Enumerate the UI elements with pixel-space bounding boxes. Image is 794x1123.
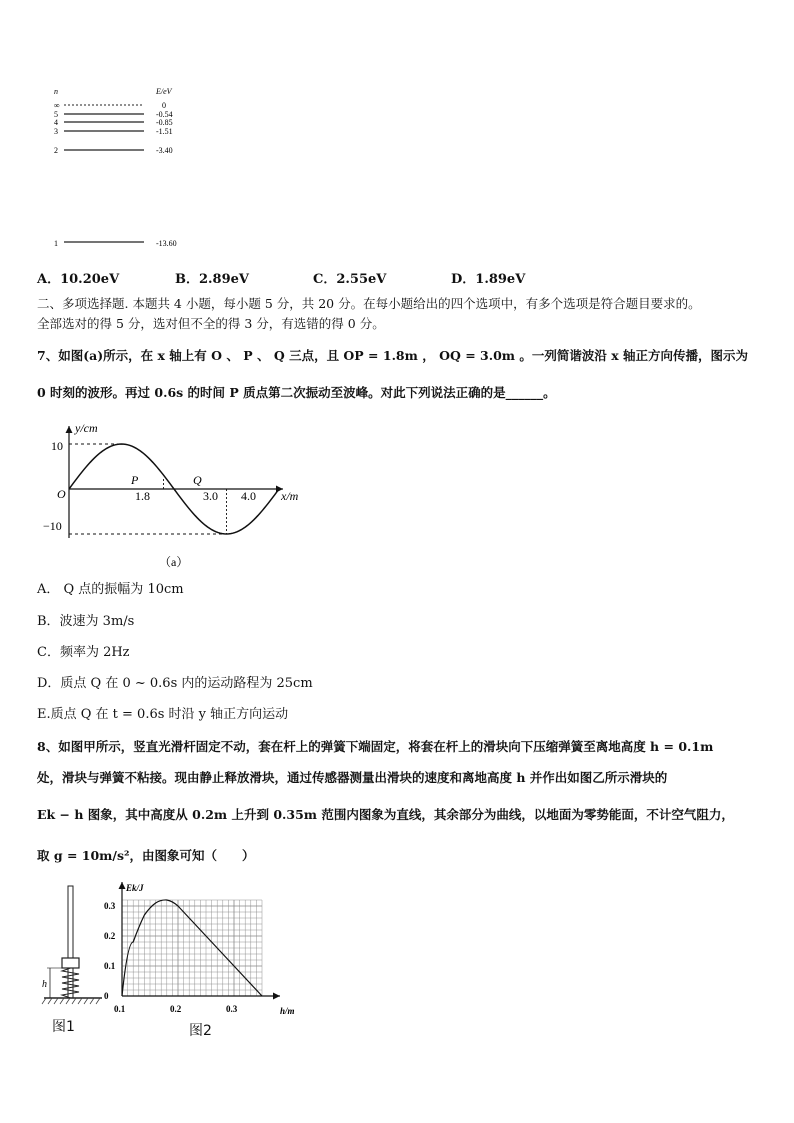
slider-block — [62, 958, 79, 968]
ek-y-tick-label: 0.3 — [104, 901, 116, 911]
svg-text:-0.85: -0.85 — [156, 118, 173, 127]
wave-x-axis-label: x/m — [281, 489, 299, 503]
svg-text:-0.54: -0.54 — [156, 110, 173, 119]
svg-text:4: 4 — [54, 118, 58, 127]
wave-point-label-q: Q — [193, 473, 202, 487]
ek-x-tick-label: 0.2 — [170, 1004, 182, 1014]
q7-stem-line1: 7、如图(a)所示，在 x 轴上有 O 、 P 、 Q 三点，且 OP = 1.8m ， OQ = 3.0m 。一列简谐波沿 x 轴正方向传播，图示为 — [37, 348, 749, 363]
svg-text:0: 0 — [162, 101, 166, 110]
q6-option-d: D．1.89eV — [451, 272, 526, 287]
svg-text:∞: ∞ — [54, 101, 60, 110]
energy-level-5 — [54, 110, 173, 119]
q8-stem-line4: 取 g = 10m/s²，由图象可知（ ） — [37, 848, 255, 863]
q7-wave-figure — [35, 418, 320, 573]
svg-text:-1.51: -1.51 — [156, 127, 173, 136]
q7-option-a: A． Q 点的振幅为 10cm — [37, 582, 184, 597]
energy-level-4 — [54, 118, 173, 127]
section2-instruction-line2: 全部选对的得 5 分，选对但不全的得 3 分，有选错的得 0 分。 — [37, 316, 385, 331]
wave-figure-caption: （a） — [159, 555, 189, 569]
q8-stem-line2: 处，滑块与弹簧不粘接。现由静止释放滑块，通过传感器测量出滑块的速度和离地高度 h 并作出如图乙所示滑块的 — [37, 770, 668, 785]
ek-x-tick-label: 0.3 — [226, 1004, 238, 1014]
wave-x-tick-3.0: 3.0 — [203, 489, 218, 503]
svg-text:1: 1 — [54, 239, 58, 248]
q7-option-c: C．频率为 2Hz — [37, 645, 130, 660]
q8-stem-line3: Ek − h 图象，其中高度从 0.2m 上升到 0.35m 范围内图象为直线，其余部分为曲线，以地面为零势能面，不计空气阻力， — [37, 807, 734, 822]
fig2-caption: 图2 — [189, 1023, 212, 1039]
q7-option-d: D．质点 Q 在 0 ~ 0.6s 内的运动路程为 25cm — [37, 676, 313, 691]
wave-y-axis-label: y/cm — [75, 421, 98, 435]
energy-level-diagram — [40, 82, 200, 254]
energy-level-1 — [54, 239, 177, 248]
wave-point-label-p: P — [131, 473, 139, 487]
svg-text:2: 2 — [54, 146, 58, 155]
ek-x-tick-label: 0.1 — [114, 1004, 126, 1014]
energy-level-inf — [54, 101, 166, 110]
q8-spring-apparatus-figure — [38, 884, 108, 1010]
n-axis-label: n — [54, 87, 58, 96]
q8-stem-line1: 8、如图甲所示，竖直光滑杆固定不动，套在杆上的弹簧下端固定，将套在杆上的滑块向下压缩弹簧至离地高度 h = 0.1m — [37, 739, 714, 754]
ek-x-axis-label: h/m — [280, 1006, 295, 1016]
svg-text:-3.40: -3.40 — [156, 146, 173, 155]
ek-y-tick-label: 0.1 — [104, 961, 116, 971]
fig1-caption: 图1 — [52, 1019, 75, 1035]
q6-option-c: C．2.55eV — [313, 272, 387, 287]
wave-y-tick-neg10: −10 — [43, 519, 62, 533]
ek-grid — [122, 900, 262, 996]
ek-y-tick-label: 0.2 — [104, 931, 116, 941]
height-label: h — [42, 979, 47, 990]
energy-level-3 — [54, 127, 173, 136]
ek-y-tick-label: 0 — [104, 991, 109, 1001]
svg-text:5: 5 — [54, 110, 58, 119]
wave-origin-label: O — [57, 487, 66, 501]
wave-x-tick-4.0: 4.0 — [241, 489, 256, 503]
q7-stem-line2: 0 时刻的波形。再过 0.6s 的时间 P 质点第二次振动至波峰。对此下列说法正确的是______。 — [37, 385, 556, 400]
section2-instruction-line1: 二、多项选择题. 本题共 4 小题，每小题 5 分，共 20 分。在每小题给出的四个选项中，有多个选项是符合题目要求的。 — [37, 296, 701, 311]
q6-option-b: B．2.89eV — [175, 272, 250, 287]
q7-option-e: E.质点 Q 在 t = 0.6s 时沿 y 轴正方向运动 — [37, 707, 289, 722]
ground-hatching — [42, 998, 100, 1004]
wave-x-tick-1.8: 1.8 — [135, 489, 150, 503]
svg-text:-13.60: -13.60 — [156, 239, 177, 248]
svg-text:3: 3 — [54, 127, 58, 136]
wave-y-tick-10: 10 — [51, 439, 63, 453]
q7-option-b: B．波速为 3m/s — [37, 614, 135, 629]
q6-option-a: A．10.20eV — [37, 272, 120, 287]
ek-y-axis-label: Ek/J — [126, 883, 144, 893]
q8-ek-h-graph — [100, 878, 310, 1018]
energy-axis-label: E/eV — [156, 87, 172, 96]
energy-level-2 — [54, 146, 173, 155]
